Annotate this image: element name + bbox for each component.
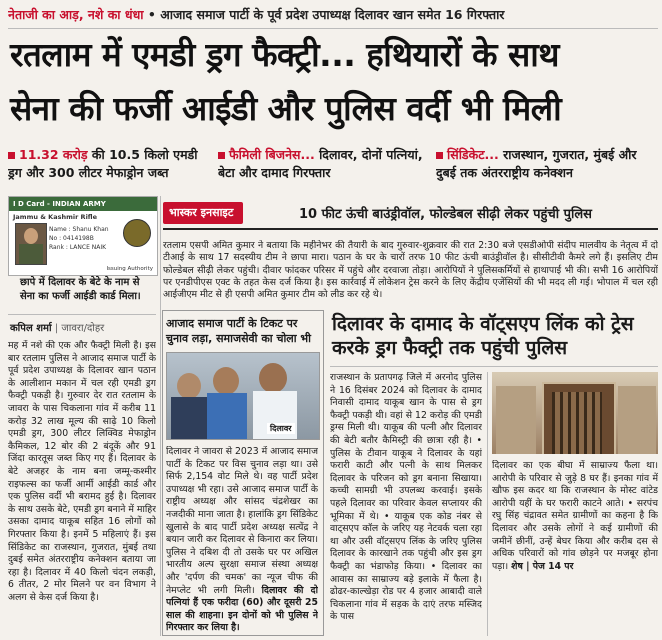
bullet-square-icon: [8, 152, 15, 159]
id-card-fields: Name : Shanu Khan No : 0414198B Rank : LANCE NAIK: [49, 226, 109, 251]
kicker-line: [8, 6, 658, 24]
insight-banner: [163, 202, 658, 226]
byline: कपिल शर्मा | जावरा/दोहर: [10, 323, 105, 334]
insight-badge: भास्कर इनसाइट: [163, 202, 243, 224]
lead-story-body: मह में नशे की एक और फैक्ट्री मिली है। इस बार रतलाम पुलिस ने आजाद समाज पार्टी के पूर्व प्रदेश उपाध्यक्ष के दिलावर खान पठान के आलीशान मकान में चल रही एमडी ड्रग फैक्ट्री पकड़ी है। गुरुवार देर रात रतलाम के जावरा के पास चिकलाना गांव में करीब 11 करोड़ 32 लाख मूल्य की साढ़े 10 किलो एमडी ड्रग, 300 लीटर लिक्विड मेफाड्रोन कैमिकल, 12 बोर की 2 बंदूकें और 91 जिंदा कारतूस जब्त किए गए हैं। दिलावर के बेटे अजहर के नाम बना जम्मू-कश्मीर राइफल्स का फर्जी आर्मी आईडी कार्ड और एक पुलिस वर्दी भी बरामद हुई है। दिलावर के साथ उसके बेटे, एमडी ड्रग बनाने में माहिर उसका दामाद याकूब सहित 16 लोगों को गिरफ्तार किया है। इनमें 5 महिलाएं हैं। इस सिंडिकेट का राजस्थान, गुजरात, मुंबई तथा दुबई समेत अंतरराष्ट्रीय कनेक्शन बताया जा रहा है। दिलावर में 40 किलो चंदन लकड़ी, 6 तीतर, 2 मोर मिलने पर वन विभाग ने अलग से केस दर्ज किया है।: [8, 340, 156, 603]
column-divider: [487, 372, 488, 636]
id-card-header: I D Card - INDIAN ARMY: [9, 197, 157, 211]
story-body-col-b: दिलावर का एक बीघा में साम्राज्य फैला था। आरोपी के परिवार से जुड़े 8 घर हैं। इनका गांव में खौफ इस कदर था कि राजस्थान के मोस्ट वांटेड आरोपी यहीं के घर फरारी काटने आते। • सरपंच रघु सिंह चंद्रावत समेत ग्रामीणों का कहना है कि दिलावर और उसके लोगों ने कई ग्रामीणों की जमीनें छीनीं, उन्हें बेघर किया और करीब दस से अधिक परिवारों को गांव छोड़ने पर मजबूर होना पड़ा। शेष | पेज 14 पर: [492, 460, 658, 572]
divider: [163, 228, 658, 230]
divider: [8, 28, 658, 29]
army-emblem-icon: [123, 219, 151, 247]
subhead-2: फैमिली बिजनेस... दिलावर, दोनों पत्नियां, बेटा और दामाद गिरफ्तार: [218, 147, 423, 180]
id-card-issuing: Issuing Authority: [106, 266, 153, 272]
house-photo: [492, 372, 658, 454]
continued-on-page: शेष | पेज 14 पर: [511, 560, 574, 572]
kicker-rest: • आजाद समाज पार्टी के पूर्व प्रदेश उपाध्यक्ष दिलावर खान समेत 16 गिरफ्तार: [147, 7, 505, 22]
headline-line-2: सेना की फर्जी आईडी और पुलिस वर्दी भी मिली: [10, 89, 562, 128]
sidebar-box-body: दिलावर ने जावरा से 2023 में आजाद समाज पार्टी के टिकट पर विस चुनाव लड़ा था। उसे सिर्फ 2,154 वोट मिले थे। वह पार्टी प्रदेश उपाध्यक्ष भी रहा। उसे आजाद समाज पार्टी के राष्ट्रीय अध्यक्ष और सांसद चंद्रशेखर का नजदीकी माना जाता है। हालांकि ड्रग सिंडिकेट खुलासे के बाद पार्टी प्रदेश अध्यक्ष सत्येंद्र ने बयान जारी कर दिलावर से किनारा कर लिया। पुलिस ने दबिश दी तो उसके घर पर अखिल भारतीय अल्प सुरक्षा समाज संस्था अध्यक्ष और 'दर्पण की चमक' का न्यूज चीफ की नेमप्लेट भी लगी मिली। दिलावर की दो पत्नियां हैं एक फरीदा (60) और दूसरी 25 साल की शाहना। इन दोनों को भी पुलिस ने गिरफ्तार कर लिया है।: [166, 446, 318, 634]
bullet-square-icon: [436, 152, 443, 159]
insight-body: रतलाम एसपी अमित कुमार ने बताया कि महीनेभर की तैयारी के बाद गुरुवार-शुक्रवार की रात 2:30 बजे एसडीओपी संदीप मालवीय के नेतृत्व में दो टीआई के साथ 17 सदस्यीय टीम ने छापा मारा। पठान के घर के चारों तरफ 10 फीट ऊंची बाउंड्रीवॉल है। सीसीटीवी कैमरे लगे हैं। इसलिए टीम फोल्डेबल सीढ़ी लेकर पहुंची। दीवार फांदकर परिसर में पहुंचे और दरवाजा तोड़ा। आरोपियों ने पुलिसकर्मियों से हाथापाई भी की। सभी 16 आरोपियों पर एनडीपीएस एक्ट के तहत केस दर्ज किया है। इस कार्रवाई में लोकेशन ट्रेस करने के लिए केंद्रीय एजेंसियों की भी मदद ली गई। भोपाल में चल रही आईजीएम मीट से ही एसपी अमित कुमार टीम को लीड कर रहे थे।: [163, 240, 658, 301]
sidebar-box-title: आजाद समाज पार्टी के टिकट पर चुनाव लड़ा, समाजसेवी का चोला भी: [166, 317, 312, 345]
bullet-square-icon: [218, 152, 225, 159]
dilawar-photo: [166, 352, 320, 440]
photo-caption: छापे में दिलावर के बेटे के नाम से सेना का फर्जी आईडी कार्ड मिला।: [20, 277, 141, 302]
photo-label: दिलावर: [267, 423, 295, 434]
insight-title: 10 फीट ऊंची बाउंड्रीवॉल, फोल्डेबल सीढ़ी लेकर पहुंची पुलिस: [299, 207, 592, 222]
subhead-3: सिंडिकेट... राजस्थान, गुजरात, मुंबई और दुबई तक अंतरराष्ट्रीय कनेक्शन: [436, 147, 637, 180]
army-id-card-photo: [8, 196, 158, 276]
id-card-portrait: [15, 223, 47, 265]
story-headline: दिलावर के दामाद के वॉट्सएप लिंक को ट्रेस करके ड्रग फैक्ट्री तक पहुंची पुलिस: [332, 313, 634, 359]
headline-line-1: रतलाम में एमडी ड्रग फैक्ट्री... हथियारों के साथ: [10, 35, 559, 74]
subhead-1: 11.32 करोड़ की 10.5 किलो एमडी ड्रग और 300 लीटर मेफाड्रोन जब्त: [8, 147, 198, 180]
story-body-col-a: राजस्थान के प्रतापगढ़ जिले में अरनोद पुलिस ने 16 दिसंबर 2024 को दिलावर के दामाद निवासी दामाद याकूब खान के पास से ड्रग फैक्ट्री पकड़ी थी। वहां से 12 करोड़ की एमडी ड्रग्स मिली थी। याकूब की पत्नी और दिलावर की बेटी बतौर कैमिस्ट्री की छात्रा रही है। • पुलिस के टीवान याकूब ने दिलावर के यहां फरारी काटी और पत्नी के साथ मिलकर दिलावर के परिजन को ड्रग बनाना सिखाया। कच्ची सामग्री भी उपलब्ध करवाई। इसके पहले दिलावर का परिवार केवल सप्लायर की भूमिका में थे। • याकूब एक कोड नंबर से वाट्सएप कॉल के जरिए यह नेटवर्क चला रहा था और उसी वॉट्सएप लिंक के जरिए पुलिस दिलावर के कारखाने तक पहुंची और इस ड्रग फैक्ट्री का भंडाफोड़ किया। • दिलावर का आवास का साम्राज्य बड़े इलाके में फैला है। ढोढर-काल्खेड़ा रोड पर 4 हजार आबादी वाले चिकलाना गांव में सड़क के दाएं तरफ मस्जिद के पास: [330, 372, 482, 623]
kicker-lead: नेताजी का आड़, नशे का धंधा: [8, 7, 144, 22]
id-card-sub: Jammu & Kashmir Rifle: [13, 213, 98, 221]
divider: [330, 366, 658, 367]
column-divider: [160, 196, 161, 636]
divider: [8, 314, 156, 315]
